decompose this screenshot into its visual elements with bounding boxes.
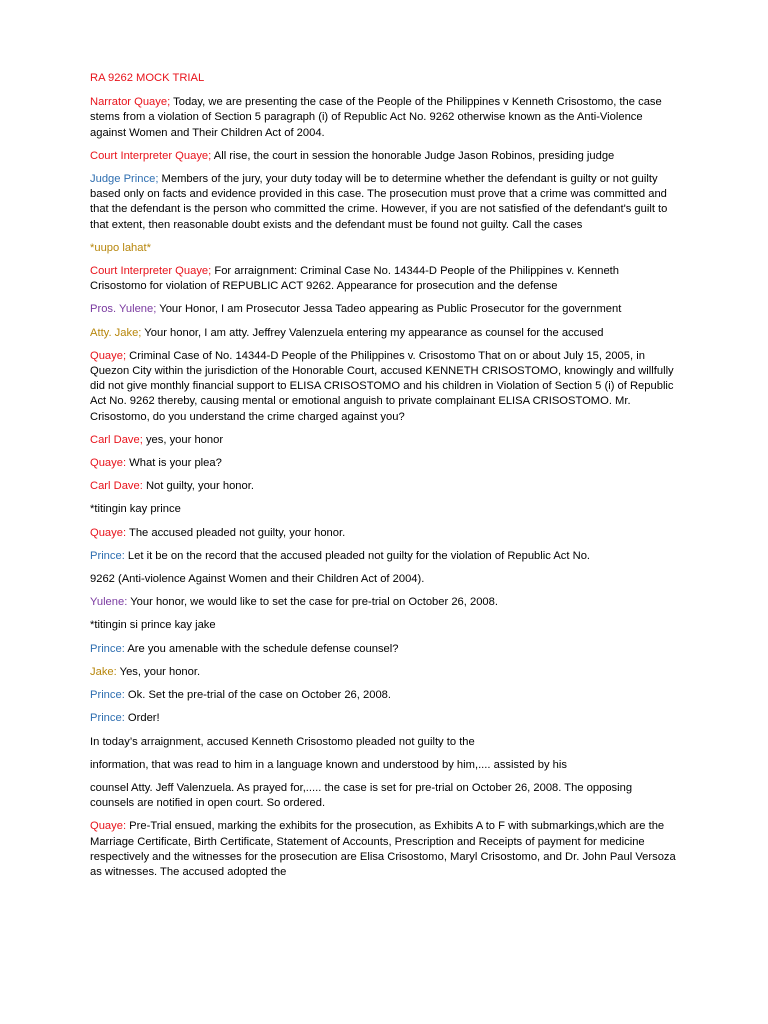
speaker-name: Atty. Jake bbox=[90, 326, 139, 339]
speaker-name: Jake: bbox=[90, 665, 117, 678]
dialogue-text: yes, your honor bbox=[142, 433, 224, 446]
dialogue-text: All rise, the court in session the honorable Judge Jason Robinos, presiding judge bbox=[211, 149, 615, 162]
script-paragraph bbox=[90, 302, 678, 317]
dialogue-text: Yes, your honor. bbox=[116, 665, 201, 678]
stage-direction bbox=[90, 502, 678, 517]
dialogue-text: Criminal Case of No. 14344-D People of the Philippines v. Crisostomo That on or about July 15, 2005, in Quezon City within the jurisdiction of the Honorable Court, accused KENNETH CRISOSTOMO, knowingly and willfully did not give monthly financial support to ELISA CRISOSTOMO and his children in Violation of Section 5 (i) of Republic Act No. 9262 thereby, causing mental or emotional anguish to private complainant ELISA CRISOSTOMO. Mr. Crisostomo, do you understand the crime charged against you? bbox=[90, 349, 674, 423]
dialogue-text: Let it be on the record that the accused pleaded not guilty for the violation of Republic Act No. bbox=[124, 549, 591, 562]
speaker-separator: ; bbox=[208, 149, 212, 162]
speaker-name: Prince: bbox=[90, 549, 125, 562]
script-paragraph bbox=[90, 479, 678, 494]
dialogue-text: The accused pleaded not guilty, your honor. bbox=[126, 526, 346, 539]
script-paragraph bbox=[90, 456, 678, 471]
stage-direction-text: *titingin kay prince bbox=[90, 503, 181, 516]
dialogue-text: Are you amenable with the schedule defense counsel? bbox=[124, 642, 399, 655]
speaker-separator: : bbox=[122, 820, 127, 833]
speaker-separator: ; bbox=[155, 173, 159, 186]
script-paragraph bbox=[90, 264, 678, 294]
script-paragraph bbox=[90, 781, 678, 811]
dialogue-text: Today, we are presenting the case of the People of the Philippines v Kenneth Crisostomo, the case stems from a violation of Section 5 paragraph (i) of Republic Act No. 9262 otherwise known as the Anti-Violence against Women and Their Children Act of 2004. bbox=[90, 96, 662, 139]
dialogue-text: counsel Atty. Jeff Valenzuela. As prayed for,..... the case is set for pre-trial on October 26, 2008. The opposing counsels are notified in open court. So ordered. bbox=[90, 781, 633, 810]
speaker-separator: ; bbox=[153, 303, 157, 316]
dialogue-text: information, that was read to him in a language known and understood by him,.... assisted by his bbox=[90, 758, 567, 771]
script-paragraph bbox=[90, 735, 678, 750]
dialogue-text: In today’s arraignment, accused Kenneth Crisostomo pleaded not guilty to the bbox=[90, 735, 475, 748]
script-paragraph bbox=[90, 349, 678, 425]
dialogue-text: Ok. Set the pre-trial of the case on October 26, 2008. bbox=[124, 689, 391, 702]
script-paragraph bbox=[90, 665, 678, 680]
speaker-name: Court Interpreter Quaye bbox=[90, 149, 209, 162]
script-paragraph bbox=[90, 711, 678, 726]
speaker-name: Prince: bbox=[90, 642, 125, 655]
script-paragraph bbox=[90, 549, 678, 564]
script-paragraph bbox=[90, 595, 678, 610]
script-paragraph bbox=[90, 326, 678, 341]
script-body bbox=[90, 95, 678, 880]
script-paragraph bbox=[90, 433, 678, 448]
script-paragraph bbox=[90, 526, 678, 541]
dialogue-text: Order! bbox=[124, 712, 160, 725]
script-paragraph bbox=[90, 149, 678, 164]
speaker-separator: ; bbox=[138, 326, 142, 339]
script-paragraph bbox=[90, 642, 678, 657]
dialogue-text: 9262 (Anti-violence Against Women and their Children Act of 2004). bbox=[90, 573, 425, 586]
speaker-name: Pros. Yulene bbox=[90, 303, 154, 316]
speaker-name: Carl Dave: bbox=[90, 480, 143, 493]
speaker-separator: ; bbox=[122, 349, 127, 362]
speaker-separator: : bbox=[122, 457, 127, 470]
stage-direction bbox=[90, 618, 678, 633]
speaker-name: Judge Prince bbox=[90, 173, 156, 186]
speaker-separator: : bbox=[121, 689, 125, 702]
stage-direction-text: *titingin si prince kay jake bbox=[90, 619, 216, 632]
dialogue-text: Not guilty, your honor. bbox=[142, 480, 254, 493]
dialogue-text: For arraignment: Criminal Case No. 14344-D People of the Philippines v. Kenneth Crisostomo for violation of REPUBLIC ACT 9262. Appearance for prosecution and the defense bbox=[90, 265, 619, 293]
script-paragraph bbox=[90, 572, 678, 587]
document-title: RA 9262 MOCK TRIAL bbox=[90, 72, 205, 84]
dialogue-text: Your Honor, I am Prosecutor Jessa Tadeo appearing as Public Prosecutor for the government bbox=[156, 303, 622, 316]
script-paragraph bbox=[90, 172, 678, 233]
speaker-name: Court Interpreter Quaye bbox=[90, 265, 209, 278]
stage-direction-text: *uupo lahat* bbox=[90, 241, 151, 254]
speaker-name: Quaye bbox=[90, 457, 123, 470]
dialogue-text: What is your plea? bbox=[126, 457, 222, 470]
stage-direction bbox=[90, 241, 678, 256]
speaker-name: Quaye bbox=[90, 526, 123, 539]
dialogue-text: Pre-Trial ensued, marking the exhibits for the prosecution, as Exhibits A to F with submarkings,which are the Marriage Certificate, Birth Certificate, Statement of Accounts, Prescription and Receipts of payment for medicine respectively and the witnesses for the prosecution are Elisa Crisostomo, Maryl Crisostomo, and Dr. John Paul Versoza as witnesses. The accused adopted the bbox=[90, 820, 676, 878]
speaker-name: Yulene: bbox=[90, 596, 128, 609]
speaker-name: Narrator Quaye bbox=[90, 96, 168, 109]
speaker-name: Carl Dave; bbox=[90, 433, 143, 446]
speaker-name: Prince bbox=[90, 689, 122, 702]
speaker-name: Quaye bbox=[90, 820, 123, 833]
script-paragraph bbox=[90, 758, 678, 773]
speaker-name: Prince bbox=[90, 712, 122, 725]
dialogue-text: Your honor, I am atty. Jeffrey Valenzuela entering my appearance as counsel for the accused bbox=[141, 326, 604, 339]
dialogue-text: Your honor, we would like to set the case for pre-trial on October 26, 2008. bbox=[127, 596, 498, 609]
speaker-separator: ; bbox=[167, 96, 171, 109]
speaker-separator: : bbox=[122, 526, 127, 539]
script-paragraph bbox=[90, 688, 678, 703]
script-paragraph bbox=[90, 95, 678, 141]
speaker-separator: : bbox=[121, 712, 125, 725]
speaker-separator: ; bbox=[208, 265, 212, 278]
speaker-name: Quaye bbox=[90, 349, 123, 362]
script-paragraph bbox=[90, 819, 678, 880]
dialogue-text: Members of the jury, your duty today will be to determine whether the defendant is guilty or not guilty based only on facts and evidence provided in this case. The prosecution must prove that a crime was committed and that the defendant is the person who committed the crime. However, if you are not satisfied of the defendant's guilt to that extent, then reasonable doubt exists and the defendant must be found not guilty. Call the cases bbox=[90, 173, 668, 231]
